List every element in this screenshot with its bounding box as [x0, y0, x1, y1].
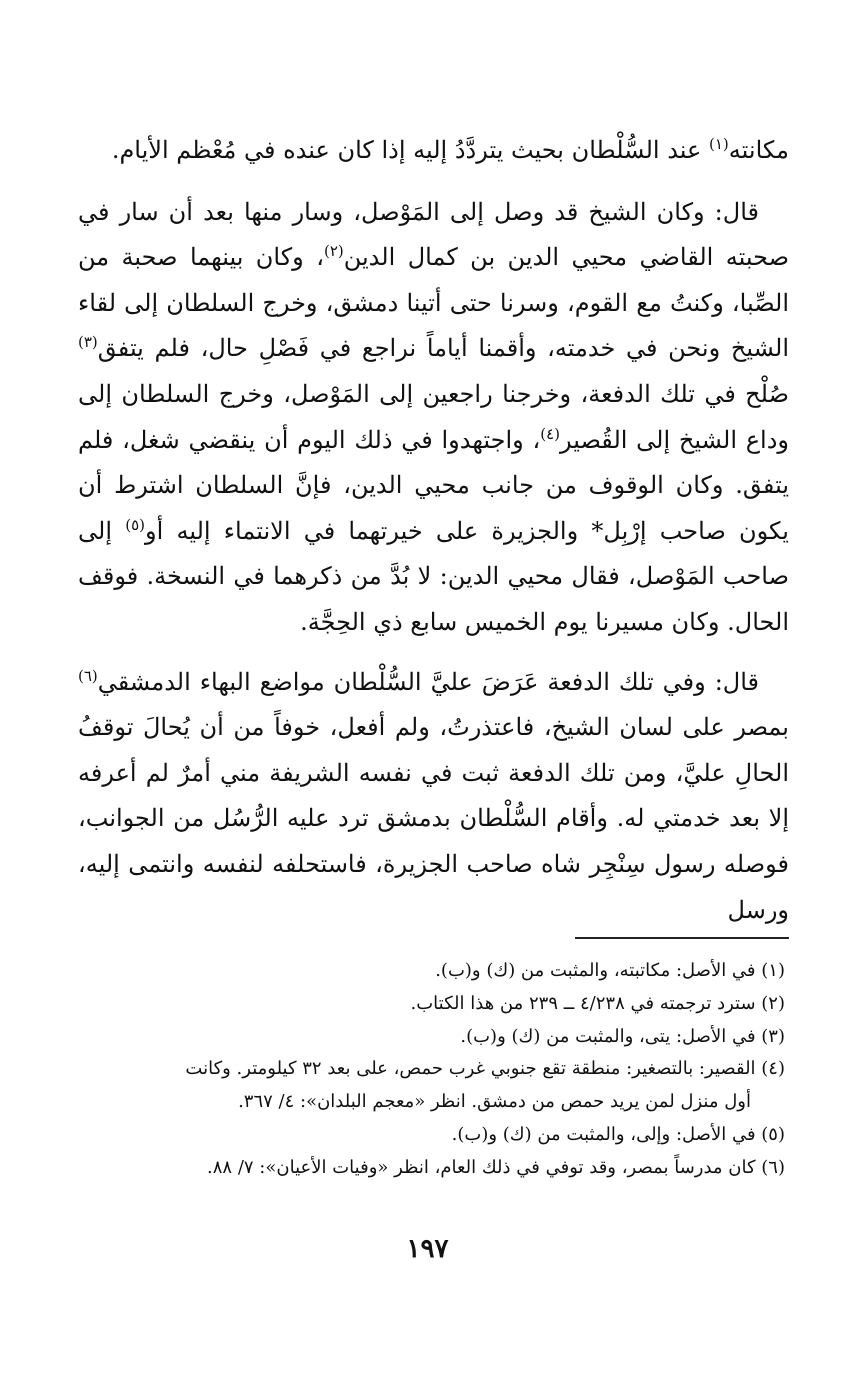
footnote-ref-3[interactable]: (٣)	[78, 333, 98, 352]
footnote-ref-2[interactable]: (٢)	[323, 242, 344, 261]
paragraph-text: إلى صاحب المَوْصل، فقال محيي الدين: لا بُدَّ من ذكرهما في النسخة. فوقف الحال. وكان مسيرنا يوم الخميس سابع ذي الحِجَّة.	[78, 516, 789, 636]
footnote-5: (٥) في الأصل: وإلى، والمثبت من (ك) و(ب).	[451, 1123, 785, 1145]
paragraph-1	[78, 128, 789, 174]
footnotes	[76, 955, 785, 1185]
paragraph-text: ، وكان بينهما صحبة من الصِّبا، وكنتُ مع القوم، وسرنا حتى أتينا دمشق، وخرج السلطان إلى لقاء الشيخ ونحن في خدمته، وأقمنا أياماً نراجع في فَصْلِ حال، فلم يتفق	[78, 243, 789, 363]
paragraph-text: ، واجتهدوا في ذلك اليوم أن ينقضي شغل، فلم يتفق. وكان الوقوف من جانب محيي الدين، فإنَّ السلطان اشترط أن يكون صاحب إرْبِل* والجزيرة على خيرتهما في الانتماء إليه أو	[78, 425, 789, 545]
footnote-4: (٤) القصير: بالتصغير: منطقة تقع جنوبي غرب حمص، على بعد ٣٢ كيلومتر. وكانت	[185, 1058, 785, 1080]
footnote-ref-6[interactable]: (٦)	[78, 666, 98, 685]
footnote-ref-1[interactable]: (١)	[709, 135, 729, 153]
footnote-6: (٦) كان مدرساً بمصر، وقد توفي في ذلك العام، انظر «وفيات الأعيان»: ٧/ ٨٨.	[207, 1156, 785, 1178]
paragraph-text: عند السُّلْطان بحيث يتردَّدُ إليه إذا كان عنده في مُعْظم الأيام.	[111, 136, 709, 164]
footnote-ref-5[interactable]: (٥)	[125, 515, 145, 534]
paragraph-3	[78, 660, 789, 934]
footnote-separator	[575, 937, 789, 939]
page-number: ١٩٧	[406, 1234, 449, 1264]
paragraph-text: صُلْح في تلك الدفعة، وخرجنا راجعين إلى المَوْصل، وخرج السلطان إلى وداع الشيخ إلى القُصير	[78, 379, 789, 454]
paragraph-text: مكانته	[728, 136, 789, 164]
paragraph-text: قال: وكان الشيخ قد وصل إلى المَوْصل، وسار منها بعد أن سار في صحبته القاضي محيي الدين بن كمال الدين	[78, 197, 790, 272]
footnote-4-continuation: أول منزل لمن يريد حمص من دمشق. انظر «معجم البلدان»: ٤/ ٣٦٧.	[238, 1091, 751, 1113]
footnote-ref-4[interactable]: (٤)	[540, 424, 560, 443]
footnote-1: (١) في الأصل: مكاتبته، والمثبت من (ك) و(ب).	[435, 960, 785, 981]
paragraph-2	[78, 190, 789, 646]
paragraph-text: قال: وفي تلك الدفعة عَرَضَ عليَّ السُّلْطان مواضع البهاء الدمشقي	[97, 667, 759, 696]
paragraph-text: بمصر على لسان الشيخ، فاعتذرتُ، ولم أفعل، خوفاً من أن يُحالَ توقفُ الحالِ عليَّ، ومن تلك الدفعة ثبت في نفسه الشريفة مني أمرٌ لم أعرفه إلا بعد خدمتي له. وأقام السُّلْطان بدمشق ترد عليه الرُّسُل من الجوانب، فوصله رسول سِنْجِر شاه صاحب الجزيرة، فاستحلفه لنفسه وانتمى إليه، ورسل	[78, 713, 789, 924]
footnote-3: (٣) في الأصل: يتى، والمثبت من (ك) و(ب).	[460, 1025, 785, 1047]
footnote-2: (٢) سترد ترجمته في ٤/٢٣٨ ــ ٢٣٩ من هذا الكتاب.	[410, 992, 785, 1014]
